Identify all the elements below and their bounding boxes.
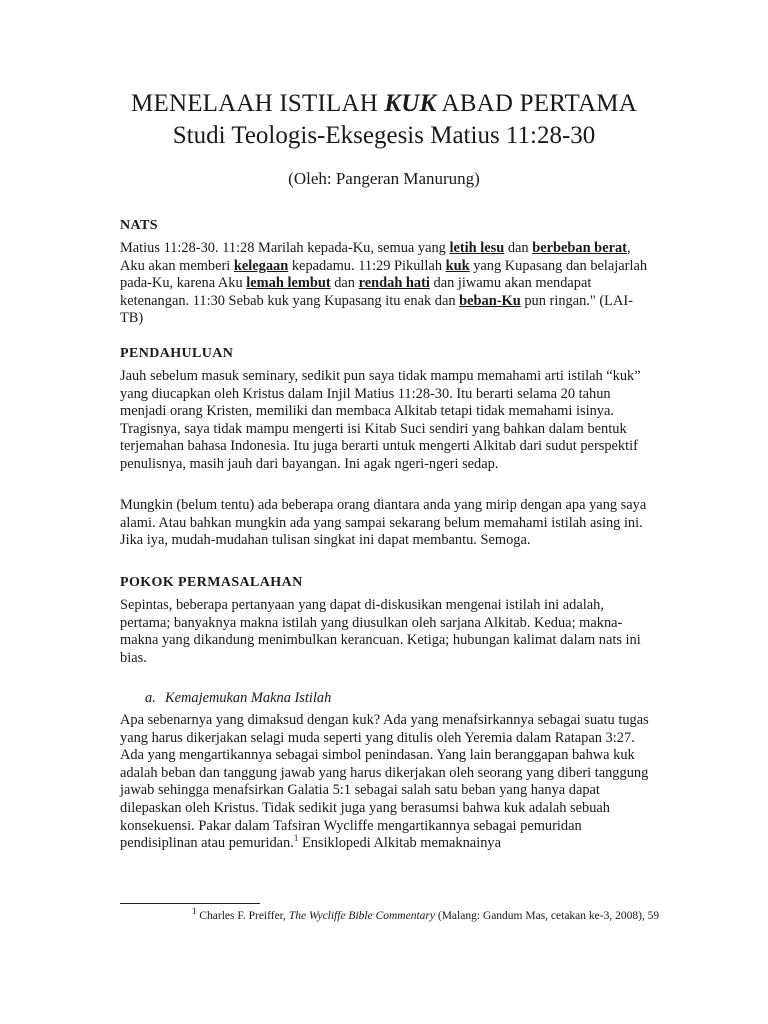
footnote-book-title: The Wycliffe Bible Commentary: [288, 910, 435, 922]
title-block: [0, 88, 768, 189]
pendahuluan-paragraph-2: Mungkin (belum tentu) ada beberapa orang diantara anda yang mirip dengan apa yang saya alami. Atau bahkan mungkin ada yang sampai sekarang belum memahami istilah asing ini. Jika iya, mudah-mudahan tulisan singkat ini dapat membantu. Semoga.: [120, 497, 647, 549]
section-a-paragraph: Apa sebenarnya yang dimaksud dengan kuk? Ada yang menafsirkannya sebagai suatu tugas yang harus dikerjakan selagi muda seperti yang ditulis oleh Yeremia dalam Ratapan 3:27. Ada yang mengartikannya sebagai simbol penindasan. Yang lain beranggapan bahwa kuk adalah beban dan tanggung jawab yang harus dikerjakan oleh seorang yang diberi tanggung jawab sehingga menafsirkan Galatia 5:1 sebagai salah satu beban yang hanya dapat dilepaskan oleh Kristus. Tidak sedikit juga yang berasumsi bahwa kuk adalah sebuah konsekuensi. Pakar dalam Tafsiran Wycliffe mengartikannya sebagai pemuridan pendisiplinan atau pemuridan.$^1$ Ensiklopedi Alkitab memaknainya: [120, 712, 649, 852]
underlined-phrase: rendah hati: [358, 275, 430, 292]
footnote-divider: [120, 903, 260, 904]
footnote-reference: 1: [293, 833, 299, 844]
subsection-heading-a: a. Kemajemukan Makna Istilah: [145, 690, 332, 706]
pokok-paragraph: Sepintas, beberapa pertanyaan yang dapat di-diskusikan mengenai istilah ini adalah, pertama; banyaknya makna istilah yang diusulkan oleh sarjana Alkitab. Kedua; makna-makna yang dikandung menimbulkan kerancuan. Ketiga; hubungan kalimat dalam nats ini bias.: [120, 597, 641, 666]
underlined-phrase: berbeban berat: [532, 240, 627, 256]
underlined-phrase: beban-Ku: [459, 292, 521, 309]
document-subtitle: Studi Teologis-Eksegesis Matius 11:28-30: [172, 122, 596, 149]
nats-text: Matius 11:28-30. 11:28 Marilah kepada-Ku, semua yang letih lesu dan berbeban berat, Aku akan memberi kelegaan kepadamu. 11:29 Pikullah kuk yang Kupasang dan belajarlah pada-Ku, karena Aku lemah lembut dan rendah hati dan jiwamu akan mendapat ketenangan. 11:30 Sebab kuk yang Kupasang itu enak dan beban-Ku pun ringan." (LAI-TB): [120, 240, 648, 327]
underlined-phrase: kelegaan: [233, 257, 289, 274]
title-emphasis: KUK: [384, 90, 437, 117]
author-line: (Oleh: Pangeran Manurung): [288, 169, 480, 188]
heading-pendahuluan: PENDAHULUAN: [120, 346, 234, 361]
document-title: MENELAAH ISTILAH KUK ABAD PERTAMA: [131, 90, 637, 117]
heading-nats: NATS: [120, 218, 158, 233]
underlined-phrase: lemah lembut: [246, 275, 331, 292]
heading-pokok-permasalahan: POKOK PERMASALAHAN: [120, 575, 303, 590]
footnote: $^1$ Charles F. Preiffer, The Wycliffe Bible Commentary (Malang: Gandum Mas, cetakan ke-3, 2008), 59: [192, 906, 660, 922]
underlined-phrase: kuk: [445, 257, 470, 274]
underlined-phrase: letih lesu: [449, 240, 505, 256]
pendahuluan-paragraph-1: Jauh sebelum masuk seminary, sedikit pun saya tidak mampu memahami arti istilah “kuk” yang diucapkan oleh Kristus dalam Injil Matius 11:28-30. Itu berarti selama 20 tahun menjadi orang Kristen, memiliki dan membaca Alkitab tetapi tidak memahami isinya. Tragisnya, saya tidak mampu mengerti isi Kitab Suci sendiri yang bahkan dalam bentuk terjemahan bahasa Indonesia. Itu juga berarti untuk mengerti Alkitab dari sudut perspektif penulisnya, masih jauh dari bayangan. Ini agak ngeri-ngeri sedap.: [120, 368, 641, 472]
